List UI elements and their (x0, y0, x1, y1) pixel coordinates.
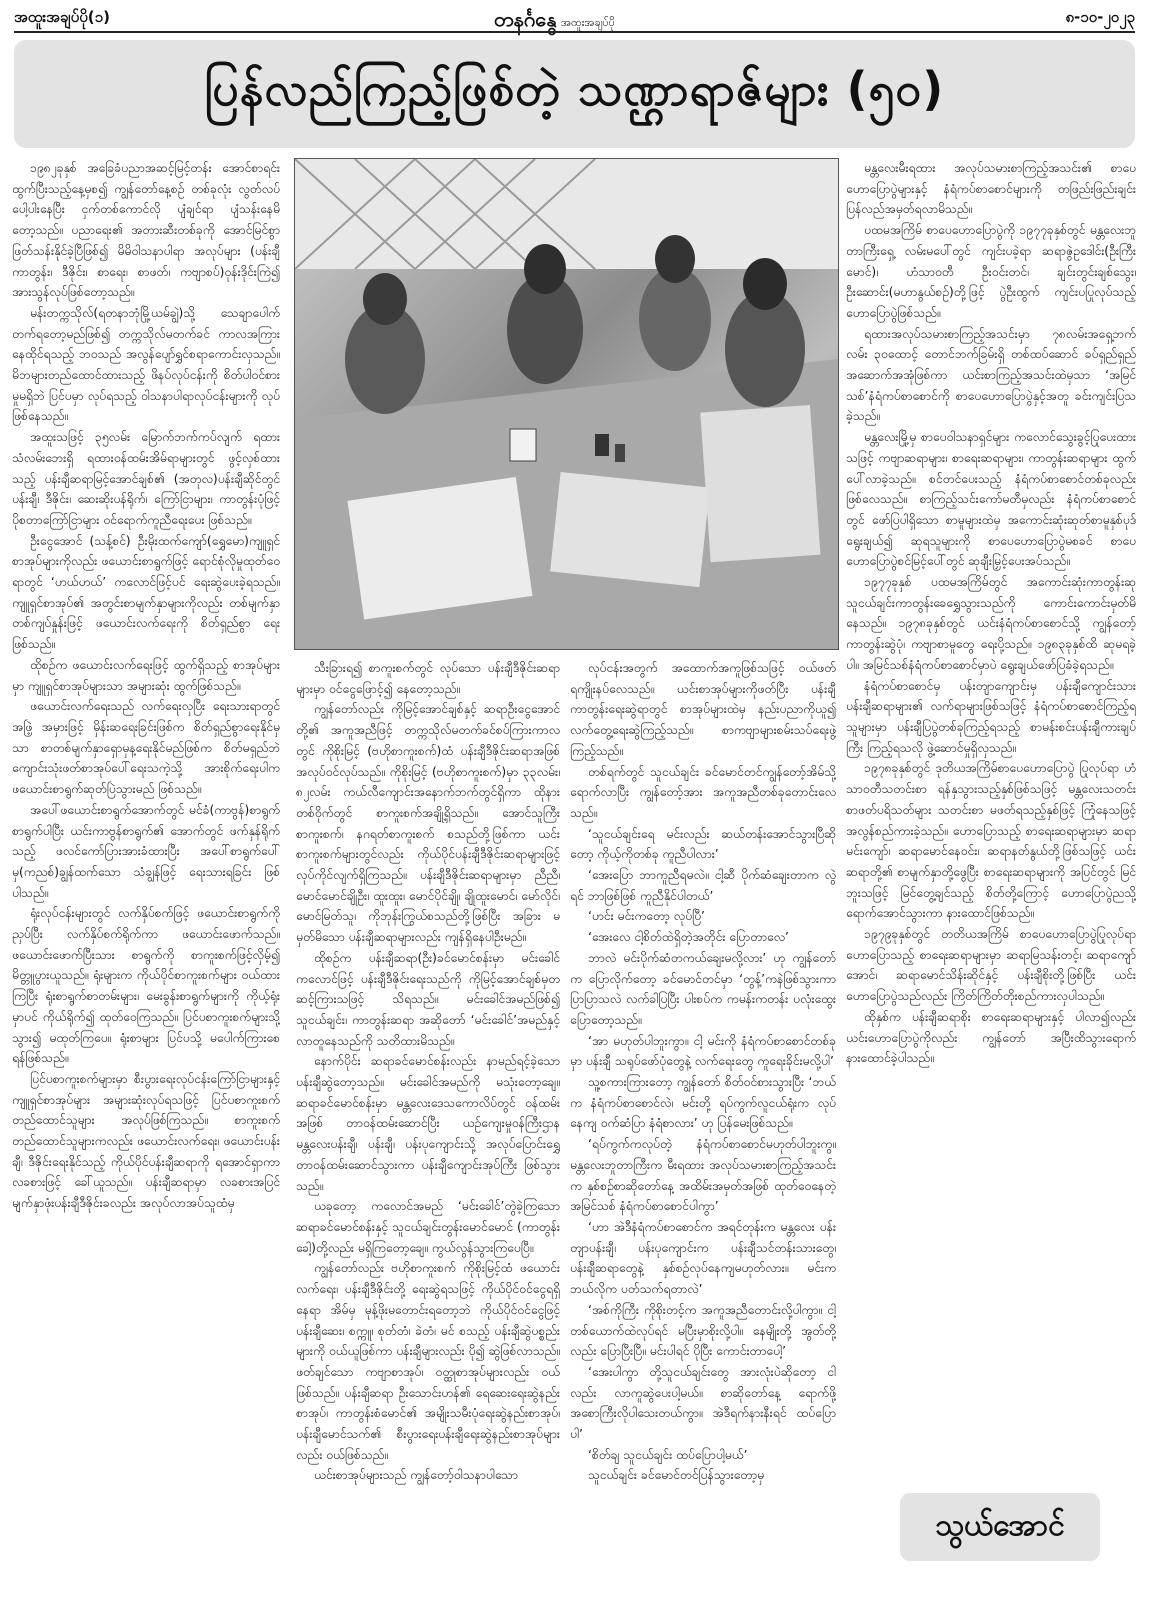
paragraph: နံရံကပ်စာစောင်မှ ပန်းတျာကျောင်းမှ ပန်းချီကျောင်းသားပန်းချီဆရာများ၏ လက်ရာများဖြစ်သဖြင့် နံရံကပ်စာစောင်ကြည့်ရသူများမှာ ပန်းချီပြပွဲတစ်ခုကြည့်ရသည့် စာမန်းစင်းပန်းချီကားချပ်ကြီး ကြည့်ရသလို ဖွဲ့ဆောင်မှုရှိလှသည်။ (846, 678, 1136, 755)
paragraph: မန္တလေးမီးရထား အလုပ်သမားစာကြည့်အသင်း၏ စာပေဟောပြောပွဲများနှင့် နံရံကပ်စာစောင်များကို တဖြည်းဖြည်းချင်း ပြန်လည်အမှတ်ရလာမိသည်။ (846, 161, 1136, 217)
author-byline (900, 1493, 1100, 1561)
article-title: ပြန်လည်ကြည့်ဖြစ်တဲ့ သဏ္ဌာရာဇ်များ (၅၀) (204, 61, 945, 116)
paragraph: တစ်ရက်တွင် သူငယ်ချင်း ခင်မောင်တင်ကျွန်တော့်အိမ်သို့ ရောက်လာပြီး ကျွန်တော့်အား အကူအညီတစ်ခုတောင်းလေသည်။ (570, 764, 836, 820)
issue-date: ၈-၁၀-၂၀၂၃ (1065, 8, 1135, 26)
paragraph: သူငယ်ချင်း ခင်မောင်တင်ပြန်သွားတော့မှ (588, 1468, 765, 1483)
paragraph: ၁၉၇၉ခုနှစ်တွင် တတိယအကြိမ် စာပေဟောပြောပွဲပြုလုပ်ရာ ဟောပြောသည့် စာရေးဆရာများမှာ ဆရာမြသန်းတင့်၊ ဆရာကျော်အောင်၊ ဆရာမောင်သိန်းဆိုင်နှင့် ပန်းချီစိုးတို့ဖြစ်ပြီး ယင်းဟောပြောပွဲသည်လည်း ကြိတ်ကြိတ်တိုးစည်ကားလှပါသည်။ (846, 927, 1136, 1004)
photo-illustration (295, 159, 838, 649)
title-banner (14, 40, 1135, 148)
supplement-label: အထူးအချပ်ပို(၁) (14, 8, 110, 26)
paragraph: ‘အေးလေ ငါ့စိတ်ထဲရှိတဲ့အတိုင်း ပြောတာလေ’ (588, 930, 789, 945)
paragraph: ဦးငွေအောင် (သန့်စင်) ဦးမိုးထက်ကျော်(ရွှေမော)ကျူရှင်စာအုပ်များကိုလည်း ဖယောင်းစာရွက်ဖြင့် ရောင်စုံလိုမှုထုတ်ဝေရာတွင် ‘ဟယ်ဟယ်’ ကလောင်ဖြင့်ပင် ရေးဆွဲပေးခဲ့ရသည်။ ကျူရှင်စာအုပ်၏ အတွင်းစာမျက်နှာများကိုလည်း တစ်မျက်နှာ တစ်ကျပ်နှုန်းဖြင့် ဖယောင်းလက်ရေးကို စိတ်ရှည်စွာ ရေးဖြစ်သည်။ (12, 533, 280, 652)
article-photo (294, 158, 839, 650)
paragraph: မန္တလေးမြို့မှ စာပေဝါသနာရှင်များ ကလောင်သွေးခွင့်ပြုပေးထားသဖြင့် ကဗျာဆရာများ၊ စာရေးဆရာများ၊ ကာတွန်းဆရာများ ထွက်ပေါ်လာခဲ့သည်။ စင်တင်ပေးသည့် နံရံကပ်စာစောင်တစ်ခုလည်း ဖြစ်လေသည်။ စာကြည့်သင်းကော်မတီမှလည်း နံရံကပ်စာစောင်တွင် ဖော်ပြပါရှိသော စာမူများထဲမှ အကောင်းဆုံးဆုတ်စာမူနှစ်ပုဒ်ရွေးချယ်၍ ဆုရသူများကို စာပေဟောပြောပွဲမစခင် စာပေဟောပြောပွဲစင်မြင့်ပေါ်တွင် ဆုချီးမြှင့်ပေးအပ်သည်။ (846, 430, 1136, 569)
column-4 (846, 158, 1136, 1478)
paragraph: ‘ဟာ အဲဒီနံရံကပ်စာစောင်က အရင်တုန်းက မန္တလေး ပန်းတျာပန်းချီ၊ ပန်းပုကျောင်းက ပန်းချီသင်တန်းသားတွေ၊ ပန်းချီဆရာတွေနဲ့ နှစ်စဉ်လုပ်နေကျမဟုတ်လား။ မင်းက ဘယ်လိုက ပတ်သက်ရတာလဲ’ (570, 1219, 836, 1297)
paragraph: ၁၉၇၇ခုနှစ် ပထမအကြိမ်တွင် အကောင်းဆုံးကာတွန်းဆု သူငယ်ချင်းကာတွန်းခေရွှေသွားသည်ကို ကောင်းကောင်းမှတ်မိနေသည်။ ၁၉၇၈ခုနှစ်တွင် ယင်းနံရံကပ်စာစောင်သို့ ကျွန်တော့်ကာတွန်းဆွဲပုံ၊ ကဗျာစာမူတွေ ရေးပို့သည်။ ၁၉၈၃ခုနှစ်ထိ ဆုမရခဲ့ပါ။ အမြင်သစ်နံရံကပ်စာစောင်မှာပဲ ရွေးချယ်ဖော်ပြခံခဲ့ရသည်။ (846, 575, 1136, 672)
paragraph: မန်းတက္ကသိုလ်(ရတနာဘုံမြို့ယမ်ချွဲ)သို့ သေချာပေါက်တက်ရတော့မည်ဖြစ်၍ တက္ကသိုလ်မတက်ခင် ကာလအကြားနေထိုင်ရသည့် ဘဝသည် အလွန်ပျော်ရွှင်စရာကောင်းလှသည်။ မိဘများတည်ထောင်ထားသည့် ဖိနပ်လုပ်ငန်းကို စိတ်ပါဝင်စားမှုမရှိဘဲ ပြင်ပမှာ လုပ်ရသည့် ဝါသနာပါရာလုပ်ငန်းများကို လုပ်ဖြစ်နေသည်။ (12, 305, 280, 424)
paragraph: ရထားအလုပ်သမားစာကြည့်အသင်းမှာ ၇၈လမ်းအရှေ့ဘက် လမ်း ၃၀ထောင့် တောင်ဘက်ခြမ်းရှိ တစ်ထပ်ဆောင် ခပ်ရှည်ရှည် အဆောက်အအုံဖြစ်ကာ ယင်းစာကြည့်အသင်းထဲမှသာ ‘အမြင်သစ်’နံရံကပ်စာစောင်ကို စာပေဟောပြောပွဲနှင့်အတူ ခင်းကျင်းပြသခဲ့သည်။ (846, 326, 1136, 424)
paragraph: ပထမအကြိမ် စာပေဟောပြောပွဲကို ၁၉၇၇ခုနှစ်တွင် မန္တလေးဘူတာကြီးရှေ့ လမ်းမပေါ်တွင် ကျင်းပခဲ့ရာ ဆရာဇွဲဥဒေါင်း(ဦးကြီးမောင်)၊ ဟံသာဝတီ ဦးဝင်းတင်၊ ချင်းတွင်းချစ်သွေး၊ ဦးဆောင်း(မဟာနွယ်စဉ်)တို့ဖြင့် ပွဲဦးထွက် ကျင်းပပြုလုပ်သည့် ဟောပြောပွဲဖြစ်သည်။ (846, 223, 1136, 320)
paragraph: ကျွန်တော်လည်း ကိုမြင့်အောင်ချစ်နှင့် ဆရာဦးငွေအောင်တို့၏ အကူအညီဖြင့် တက္ကသိုလ်မတက်ခင်စပ်ကြားကာလတွင် ကိုစိုးမြင့် (ဗဟိုစာကူးစက်)ထံ ပန်းချီဒီဇိုင်းဆရာအဖြစ် အလုပ်ဝင်လုပ်သည်။ ကိုစိုးမြင့် (ဗဟိုစာကူးစက်)မှာ ၃၃လမ်း၊ ၈၂လမ်း ကယ်လီကျောင်းအနောက်ဘက်တွင်ရှိကာ ထိုနားတစ်ဝိုက်တွင် စာကူးစက်အချို့ရှိသည်။ အောင်သူကြီးစာကူးစက်၊ နဂရတ်စာကူးစက် စသည်တို့ဖြစ်ကာ ယင်းစာကူးစက်များတွင်လည်း ကိုယ်ပိုင်ပန်းချီဒီဇိုင်းဆရာများဖြင့် လုပ်ကိုင်လျက်ရှိကြသည်။ ပန်းချီဒီဇိုင်းဆရာများမှာ ညီညီ၊ မောင်မောင်ချိုဦး၊ ထူးထူး၊ မောင်ပိုင်ချို၊ ချိုထူးမောင်၊ မော်လိုင်၊ မောင်မြတ်သူ၊ ကိုဘုန်းကြွယ်စသည်တို့ဖြစ်ပြီး အခြား မမှတ်မိသော ပန်းချီဆရာများလည်း ကျန်ရှိနေပါဦးမည်။ (296, 702, 560, 945)
paragraph: ‘သူငယ်ချင်းရေ မင်းလည်း ဆယ်တန်းအောင်သွားပြီဆိုတော့ ကိုယ့်ကိုတစ်ခု ကူညီပါလား’ (570, 826, 836, 862)
paragraph: ထိုနှစ်က ပန်းချီဆရာစိုး စာရေးဆရာများနှင့် ပါလာ၍လည်း ယင်းဟောပြောပွဲကိုလည်း ကျွန်တော် အပြီးထိသွားရောက် နားထောင်ခဲ့ပါသည်။ (846, 1009, 1136, 1066)
paragraph: ၁၉၈၂ခုနှစ် အခြေခံပညာအဆင့်မြင့်တန်း အောင်စာရင်းထွက်ပြီးသည့်နေ့မှစ၍ ကျွန်တော်နေ့စဉ် တစ်ခုလုံး လွတ်လပ်ပေါ့ပါးနေပြီး ငှက်တစ်ကောင်လို ပျံချင်ရာ ပျံသန်းနေမိတော့သည်။ ပညာရေး၏ အတားဆီးတစ်ခုကို အောင်မြင်စွာ ဖြတ်သန်းနိုင်ခဲ့ပြီဖြစ်၍ မိမိဝါသနာပါရာ အလုပ်များ (ပန်းချီကာတွန်း၊ ဒီဇိုင်း၊ စာရေး၊ စာဖတ်၊ ကဗျာစပ်)ဝုန်းဒိုင်းကြဲ၍ အားသွန်လုပ်ဖြစ်တော့သည်။ (12, 161, 280, 300)
paragraph: ‘အေးပြော ဘာကူညီရမလဲ။ ငါ့ဆီ ပိုက်ဆံချေးတာက လွဲရင် ဘာဖြစ်ဖြစ် ကူညီနိုင်ပါတယ်’ (570, 868, 836, 903)
paragraph: ထိုစဉ်က ပန်းချီဆရာ(ဦး)ခင်မောင်စန်းမှာ မင်းခေါင်ကလောင်ဖြင့် ပန်းချီဒီဇိုင်းရေးသည်ကို ကိုမြင့်အောင်ချစ်မှတဆင့်ကြားသဖြင့် သိရသည်။ မင်းခေါင်အမည်ဖြစ်၍ သူငယ်ချင်း၊ ကာတွန်းဆရာ အဆိုတော် ‘မင်းခေါင်’အမည်နှင့် လာတူနေသည်ကို သတိထားမိသည်။ (296, 950, 560, 1048)
paragraph: သူ့စကားကြားတော့ ကျွန်တော် စိတ်ဝင်စားသွားပြီး ‘ဘယ်က နံရံကပ်စာစောင်လဲ၊ မင်းတို့ ရပ်ကွက်လူငယ်ရုံးက လုပ်နေကျ ဝက်ဆံပြာ နံရံစာလား’ ဟု ပြန်မေးဖြစ်သည်။ (570, 1075, 836, 1131)
paragraph: ကျွန်တော်လည်း ဗဟိုစာကူးစက် ကိုစိုးမြင့်ထံ ဖယောင်းလက်ရေး၊ ပန်းချီဒီဇိုင်းတို့ ရေးဆွဲရသဖြင့် ကိုယ်ပိုင်ဝင်ငွေရရှိနေရာ အိမ်မှ မုန့်ဖိုးမတောင်းရတော့ဘဲ ကိုယ်ပိုင်ဝင်ငွေဖြင့် ပန်းချီဆေး၊ စက္ကူ၊ စုတ်တံ၊ ခဲတံ၊ မင် စသည့် ပန်းချီဆွဲပစ္စည်းများကို ဝယ်ယူဖြစ်ကာ ပန်းချီများလည်း ပို၍ ဆွဲဖြစ်လာသည်။ ဖတ်ချင်သော ကဗျာစာအုပ်၊ ဝတ္ထုစာအုပ်များလည်း ဝယ်ဖြစ်သည်။ ပန်းချီဆရာ ဦးသောင်းဟန်၏ ရေဆေးရေးဆွဲနည်းစာအုပ်၊ ကာတွန်းစံမောင်၏ အမျိုးသမီးပုံရေးဆွဲနည်းစာအုပ်၊ ပန်းချီမောင်သက်၏ စီးပွားရေးပန်းချီရေးဆွဲနည်းစာအုပ်များလည်း ဝယ်ဖြစ်သည်။ (296, 1261, 560, 1462)
paragraph: အထူးသဖြင့် ၃၅လမ်း မြောက်ဘက်ကပ်လျက် ရထားသံလမ်းဘေးရှိ ရထားဝန်ထမ်းအိမ်ရာများတွင် ဖွင့်လှစ်ထားသည့် ပန်းချီဆရာမြင့်အောင်ချစ်၏ (အတုလ)ပန်းချီဆိုင်တွင် ပန်းချီ၊ ဒီဇိုင်း၊ ဆေးဆိုးပန်ရိုက်၊ ကြော်ငြာများ၊ ကာတွန်းပုံဖြင့် ပိုစတာကြော်ငြာများ ဝင်ရောက်ကူညီရေးပေး ဖြစ်သည်။ (12, 430, 280, 527)
author-name: သွယ်အောင် (935, 1507, 1065, 1543)
paragraph: ယခုတော့ ကလောင်အမည် ‘မင်းခေါင်’တွဲခဲ့ကြသော ဆရာခင်မောင်စန်းနှင့် သူငယ်ချင်းတွန်းမောင်မောင် (ကာတွန်းခေါ့)တို့လည်း မရှိကြတော့ချေ။ ကွယ်လွန်သွားကြပေပြီ။ (296, 1199, 560, 1255)
paragraph: ‘အစ်ကိုကြီး ကိုစိုးတင့်က အကူအညီတောင်းလို့ပါကွာ။ ငါ့တစ်ယောက်ထဲလုပ်ရင် မပြီးမှာစိုးလို့ပါ။ နေမျိုးတို့ အွတ်တို့လည်း ပြောပြီးပြီ။ မင်းပါရင် ပိုပြီး ကောင်းတာပေါ့’ (570, 1302, 836, 1359)
paragraph: ယင်းစာအုပ်များသည် ကျွန်တော့်ဝါသနာပါသော (314, 1468, 518, 1483)
paragraph: ‘အေးပါကွာ တို့သူငယ်ချင်းတွေ အားလုံးပဲဆိုတော့ ငါလည်း လာကူဆွဲပေးပါ့မယ်။ စာဆိုတော်နေ့ ရောက်ဖို့ အစောကြီးလိုပါသေးတယ်ကွာ။ အဲဒီရက်နားနီးရင် ထပ်ပြောပါ’ (570, 1364, 836, 1442)
column-2 (296, 658, 560, 1593)
logo-subtext: အထူးအချပ်ပို (560, 16, 615, 29)
paragraph: ပြင်ပစာကူးစက်များမှာ စီးပွားရေးလုပ်ငန်းကြော်ငြာများနှင့် ကျူရှင်စာအုပ်များ အများဆုံးလုပ်ရသဖြင့် ပြင်ပစာကူးစက်တည်ထောင်သူများ အလုပ်ဖြစ်ကြသည်။ စာကူးစက်တည်ထောင်သူများကလည်း ဖယောင်းလက်ရေး၊ ဖယောင်းပန်းချီ၊ ဒီဇိုင်းရေးနိုင်သည့် ကိုယ်ပိုင်ပန်းချီဆရာကို ရအောင်ရှာကာ လခစားဖြင့် ခေါ်ယူသည်။ ပန်းချီဆရာမှာ လခစားအပြင် မျက်နှာဖုံးပန်းချီဒီဇိုင်းခလည်း အလုပ်လာအပ်သူထံမှ (12, 1071, 280, 1211)
paragraph: သီးခြားရ၍ စာကူးစက်တွင် လုပ်သော ပန်းချီဒီဇိုင်းဆရာများမှာ ဝင်ငွေဖြောင့်၍ နေတော့သည်။ (296, 661, 560, 696)
paragraph: အပေါ်ဖယောင်းစာရွက်အောက်တွင် မင်ခံ(ကာဗွန်)စာရွက်စာရွက်ပါပြီး ယင်းကာဗွန်စာရွက်၏ အောက်တွင် ဖက်နှန်ရိုက်သည့် ဖလင်ကော်ပြားအားခံထားပြီး အပေါ်စာရွက်ပေါ်မှ(ကညစ်)ချွန်ထက်သော သံချွန်ဖြင့် ရေးသားရခြင်း ဖြစ်ပါသည်။ (12, 802, 280, 900)
logo-text: တနင်္ဂနွေ (494, 7, 557, 31)
header-divider (14, 31, 1135, 33)
paragraph: နောက်ပိုင်း ဆရာခင်မောင်စန်းလည်း နာမည်ရင့်ခဲ့သော ပန်းချီဆွဲတော့သည်။ မင်းခေါင်အမည်ကို မသုံးတော့ချေ။ ဆရာခင်မောင်စန်းမှာ မန္တလေးဒေသကောလိပ်တွင် ဝန်ထမ်းအဖြစ် တာဝန်ထမ်းဆောင်ပြီး ယဉ်ကျေးမှုဝန်ကြီးဌာန မန္တလေးပန်းချီ၊ ပန်းချီ၊ ပန်းပုကျောင်းသို့ အလုပ်ပြောင်းရွှေ့တာဝန်ထမ်းဆောင်သွားကာ ပန်းချီကျောင်းအုပ်ကြီး ဖြစ်သွားသည်။ (296, 1054, 560, 1193)
paragraph: လုပ်ငန်းအတွက် အထောက်အကူဖြစ်သဖြင့် ဝယ်ဖတ်ရကျိုးနပ်လေသည်။ ယင်းစာအုပ်များကိုဖတ်ပြီး ပန်းချီကာတွန်းရေးဆွဲရာတွင် စာအုပ်များထဲမှ နည်းပညာကိုယူ၍ လက်တွေ့ရေးဆွဲကြည့်သည်။ စာကဗျာများစမ်းသပ်ရေးဖွဲ့ကြည့်သည်။ (570, 661, 836, 758)
paragraph: ‘စိတ်ချ သူငယ်ချင်း ထပ်ပြောပါ့မယ်’ (588, 1447, 748, 1462)
paragraph: ‘ရပ်ကွက်ကလုပ်တဲ့ နံရံကပ်စာစောင်မဟုတ်ပါဘူးကွ။ မန္တလေးဘူတာကြီးက မီးရထား အလုပ်သမားစာကြည့်အသင်းက နှစ်စဉ်စာဆိုတော်နေ့ အထိမ်းအမှတ်အဖြစ် ထုတ်ဝေနေတဲ့ အမြင်သစ် နံရံကပ်စာစောင်ပါကွာ’ (570, 1137, 836, 1214)
paragraph: ‘အာ မဟုတ်ပါဘူးကွာ။ ငါ့ မင်းကို နံရံကပ်စာစောင်တစ်ခုမှာ ပန်းချီ သရုပ်ဖော်ပုံတွေနဲ့ လက်ရေးတွေ ကူရေးခိုင်းမလို့ပါ’ (570, 1033, 836, 1069)
paragraph: ဖယောင်းလက်ရေးသည် လက်ရေးလှပြီး ရေးသားရာတွင် အဖြဲ့ အမှားဖြင့် မှိန်းဆရေးခြင်းဖြစ်က စိတ်ရှည်စွာရေးနိုင်မှသာ စာတစ်မျက်နှာရှောမှန့ရေးနိုင်မည်ဖြစ်က စိတ်မရှည်ဘဲ ကျောင်းသုံးဖတ်စာအုပ်ပေါ်ရေးသကဲ့သို့ အားစိုက်ရေးပါက ဖယောင်းစာရွက်ဆုတ်ပြဲသွားမည် ဖြစ်သည်။ (12, 699, 280, 797)
column-3 (570, 658, 836, 1593)
page-header (14, 6, 1135, 31)
paragraph: ၁၉၇၈ခုနှစ်တွင် ဒုတိယအကြိမ်စာပေဟောပြောပွဲ ပြုလုပ်ရာ ဟံသာဝတီသတင်းစာ ရန်နှသွားသည့်နှစ်ဖြစ်သဖြင့် မန္တလေးသတင်း စာဖတ်ပရိသတ်များ သတင်းစာ မဖတ်ရသည့်နှစ်ဖြင့် ကြုံနေသဖြင့် အလွန်စည်ကားခဲ့သည်။ ဟောပြောသည့် စာရေးဆရာများမှာ ဆရာမင်းကျော်၊ ဆရာမောင်နေဝင်း၊ ဆရာနတ်နွယ်တို့ဖြစ်သဖြင့် ယင်းဆရာတို့၏ စာမျက်နှာတို့ဖွေပြီး စာရေးဆရာများကို အပြင်တွင် မြင်ဘူးသဖြင့် မြင်တွေ့ချင်သည့် စိတ်တို့ကြောင့် ဟောပြောပွဲညသို့ ရောက်အောင်သွားကာ နားထောင်ဖြစ်သည်။ (846, 761, 1136, 921)
paragraph: ထိုစဉ်က ဖယောင်းလက်ရေးဖြင့် ထွက်ရှိသည့် စာအုပ်များမှာ ကျူရှင်စာအုပ်များသာ အများဆုံး ထွက်ဖြစ်သည်။ (12, 657, 280, 693)
column-1 (12, 158, 280, 1593)
paragraph: ‘ဟင်း မင်းကတော့ လုပ်ပြီ’ (588, 909, 705, 924)
paragraph: ဘာလဲ မင်းပိုက်ဆံတကယ်ချေးမလို့လား’ ဟု ကျွန်တော်က ပြောလိုက်တော့ ခင်မောင်တင်မှာ ‘တွန့်’ကနဲဖြစ်သွားကာ ပြာပြာသလဲ လက်ခါပြပြီး ပါးစပ်က ကမန်းကတန်း ပလုံးထွေးပြောတော့သည်။ (570, 950, 836, 1027)
paragraph: ရုံးလုပ်ငန်းများတွင် လက်နှိပ်စက်ဖြင့် ဖယောင်းစာရွက်ကို ညှပ်ပြီး လက်နှိပ်စက်ရိုက်ကာ ဖယောင်းဖောက်သည်။ ဖယောင်းဖောက်ပြီးသား စာရွက်ကို စာကူးစက်ဖြင့်လှိမ့်၍ မိတ္တူပွားယူသည်။ ရုံးများက ကိုယ်ပိုင်စာကူးစက်များ ဝယ်ထားကြပြီး ရုံးစာရွက်စာတမ်းများ၊ မေးခွန်းစာရွက်များကို ကိုယ့်ရုံးမှာပင် ကိုယ်ရိုက်၍ ထုတ်ဝေကြသည်။ ပြင်ပစာကူးစက်များသို့ သွား၍ မထုတ်ကြပေ။ ရုံးစာများ ပြင်ပသို့ မပေါက်ကြားစေရန်ဖြစ်သည်။ (12, 906, 280, 1066)
